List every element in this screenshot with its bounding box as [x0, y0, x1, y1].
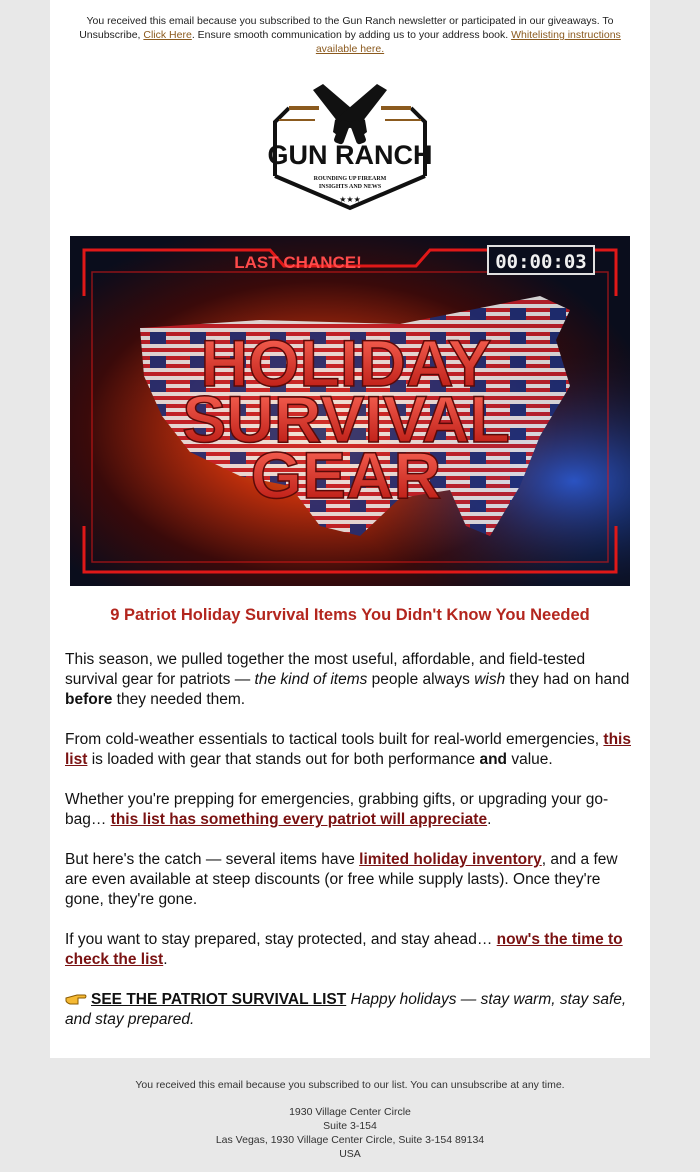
logo-tagline-1: ROUNDING UP FIREARM	[313, 176, 387, 182]
email-body	[65, 650, 637, 1050]
hero-line-1: HOLIDAY	[200, 326, 492, 400]
footer-country: USA	[339, 1148, 361, 1160]
pointing-hand-icon	[65, 992, 87, 1006]
paragraph-1: This season, we pulled together the most useful, affordable, and field-tested survival gear for patriots — the kind of items people always wish they had on hand before they needed them.	[65, 651, 630, 708]
hero-line-3: GEAR	[250, 438, 442, 512]
this-list-link[interactable]: this list	[65, 731, 631, 768]
check-the-list-link[interactable]: now's the time to check the list	[65, 931, 623, 968]
logo-tagline-2: INSIGHTS AND NEWS	[318, 184, 382, 190]
paragraph-3: Whether you're prepping for emergencies, grabbing gifts, or upgrading your go-bag… this list has something every patriot will appreciate.	[65, 791, 609, 828]
see-survival-list-link[interactable]: SEE THE PATRIOT SURVIVAL LIST	[91, 991, 347, 1008]
footer-address-3: Las Vegas, 1930 Village Center Circle, Suite 3-154 89134	[215, 1134, 485, 1146]
paragraph-4: But here's the catch — several items have limited holiday inventory, and a few are even available at steep discounts (or free while supply lasts). Once they're gone, they're gone.	[65, 851, 618, 908]
crossed-revolvers-icon	[313, 84, 387, 145]
cta-paragraph: SEE THE PATRIOT SURVIVAL LIST Happy holidays — stay warm, stay safe, and stay prepared.	[65, 991, 627, 1028]
gun-ranch-logo	[255, 80, 445, 220]
something-every-patriot-link[interactable]: this list has something every patriot will appreciate	[110, 811, 488, 828]
footer-unsubscribe-text: You received this email because you subscribed to our list. You can unsubscribe at any time.	[135, 1079, 565, 1091]
last-chance-label: LAST CHANCE!	[234, 253, 362, 272]
email-card	[50, 0, 650, 1058]
preheader: You received this email because you subscribed to the Gun Ranch newsletter or participated in our giveaways. To Unsubscribe, Click Here. Ensure smooth communication by adding us to your address book. Whitelisting instructions available here.	[79, 15, 621, 55]
logo-title: GUN RANCH	[267, 140, 433, 170]
footer-address-2: Suite 3-154	[323, 1120, 377, 1132]
logo-stars: ★★★	[339, 195, 361, 204]
footer	[0, 1078, 700, 1161]
footer-address-1: 1930 Village Center Circle	[289, 1106, 411, 1118]
paragraph-2: From cold-weather essentials to tactical tools built for real-world emergencies, this list is loaded with gear that stands out for both performance and value.	[65, 731, 631, 768]
whitelisting-link[interactable]: Whitelisting instructions available here.	[315, 29, 621, 55]
headline: 9 Patriot Holiday Survival Items You Didn't Know You Needed	[110, 606, 590, 624]
paragraph-5: If you want to stay prepared, stay protected, and stay ahead… now's the time to check the list.	[65, 931, 623, 968]
click-here-link[interactable]: Click Here	[143, 29, 192, 41]
countdown-timer: 00:00:03	[495, 251, 587, 273]
hero-line-2: SURVIVAL	[182, 382, 510, 456]
hero-banner[interactable]	[70, 236, 630, 586]
limited-inventory-link[interactable]: limited holiday inventory	[359, 851, 542, 868]
